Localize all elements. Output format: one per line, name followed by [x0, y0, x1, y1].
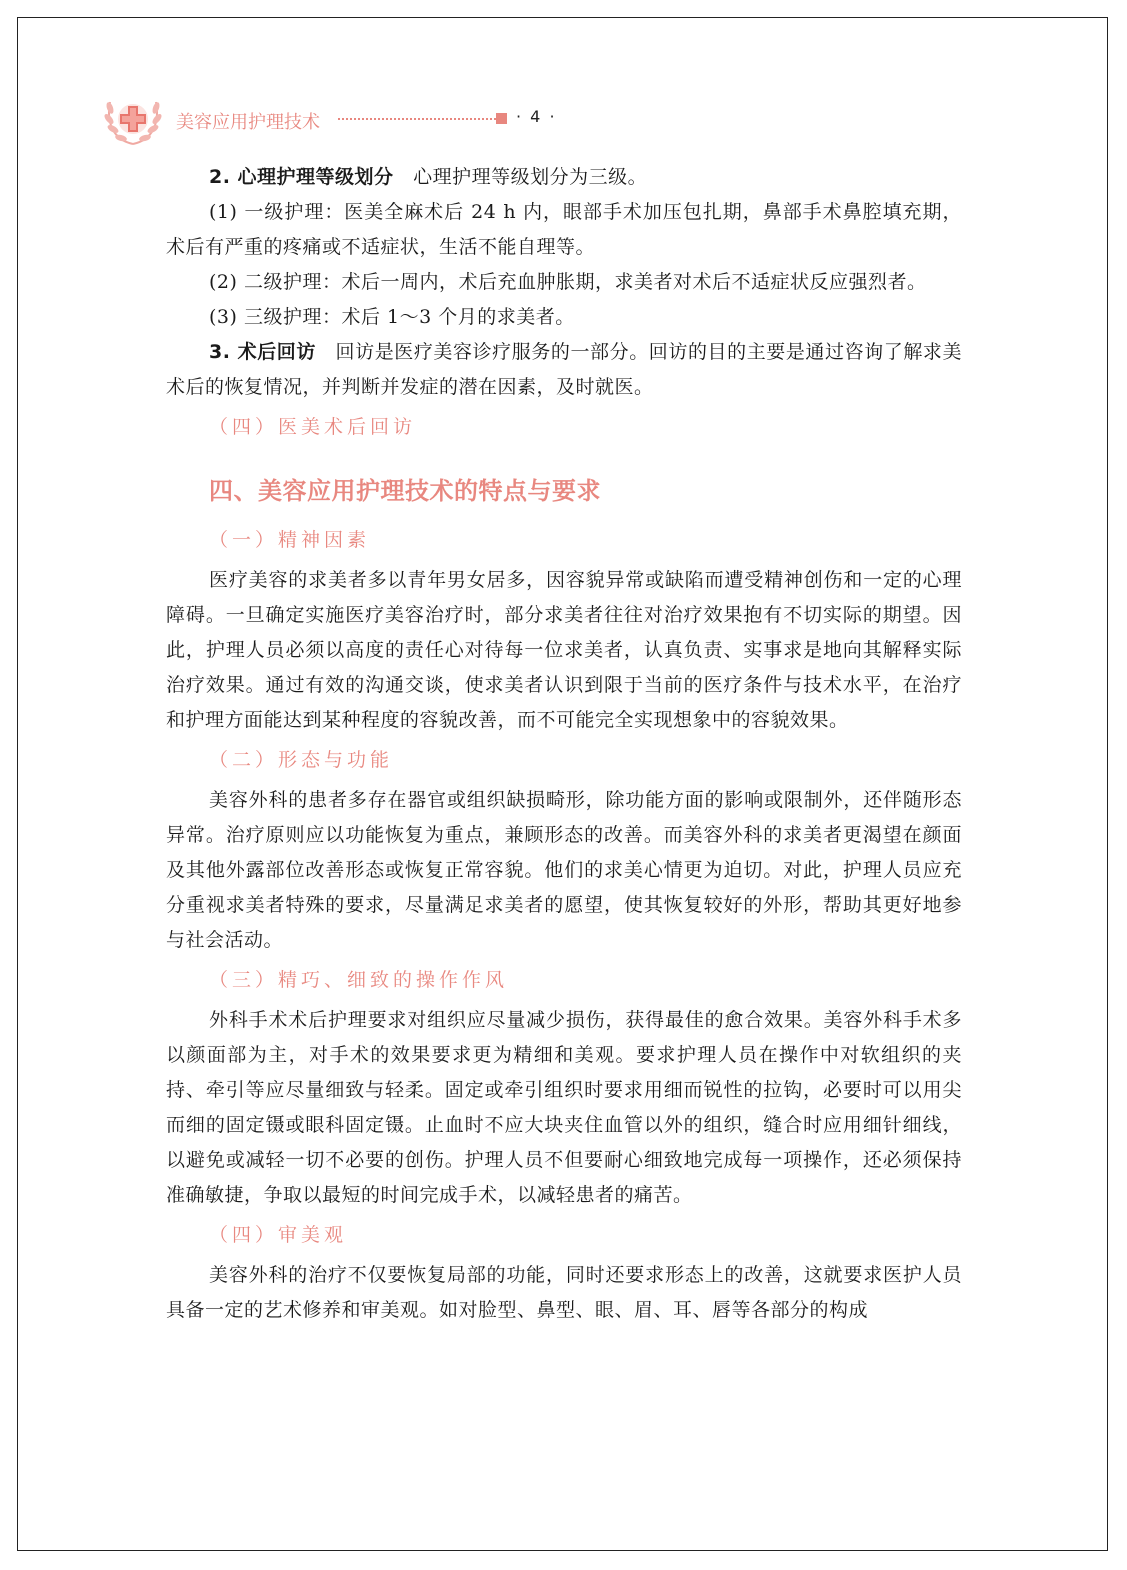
section-heading-bold: 2. 心理护理等级划分: [209, 166, 394, 188]
paragraph: (2) 二级护理：术后一周内，术后充血肿胀期，求美者对术后不适症状反应强烈者。: [209, 271, 927, 293]
subheading: （二）形态与功能: [209, 749, 394, 771]
page-body: [166, 160, 962, 1328]
medical-cross-laurel-icon: [100, 88, 166, 150]
subheading: （一）精神因素: [209, 529, 371, 551]
paragraph: 医疗美容的求美者多以青年男女居多，因容貌异常或缺陷而遭受精神创伤和一定的心理障碍。一旦确定实施医疗美容治疗时，部分求美者往往对治疗效果抱有不切实际的期望。因此，护理人员必须以高度的责任心对待每一位求美者，认真负责、实事求是地向其解释实际治疗效果。通过有效的沟通交谈，使求美者认识到限于当前的医疗条件与技术水平，在治疗和护理方面能达到某种程度的容貌改善，而不可能完全实现想象中的容貌效果。: [166, 569, 962, 731]
subheading: （四）审美观: [209, 1224, 348, 1246]
book-title: 美容应用护理技术: [176, 112, 320, 133]
paragraph: 美容外科的治疗不仅要恢复局部的功能，同时还要求形态上的改善，这就要求医护人员具备一定的艺术修养和审美观。如对脸型、鼻型、眼、眉、耳、唇等各部分的构成: [166, 1264, 962, 1321]
paragraph: [166, 335, 962, 405]
paragraph-text: 回访是医疗美容诊疗服务的一部分。回访的目的主要是通过咨询了解求美术后的恢复情况，并判断并发症的潜在因素，及时就医。: [166, 341, 962, 398]
paragraph: 外科手术术后护理要求对组织应尽量减少损伤，获得最佳的愈合效果。美容外科手术多以颜面部为主，对手术的效果要求更为精细和美观。要求护理人员在操作中对软组织的夹持、牵引等应尽量细致与轻柔。固定或牵引组织时要求用细而锐性的拉钩，必要时可以用尖而细的固定镊或眼科固定镊。止血时不应大块夹住血管以外的组织，缝合时应用细针细线，以避免或减轻一切不必要的创伤。护理人员不但要耐心细致地完成每一项操作，还必须保持准确敏捷，争取以最短的时间完成手术，以减轻患者的痛苦。: [166, 1009, 962, 1206]
paragraph: 美容外科的患者多存在器官或组织缺损畸形，除功能方面的影响或限制外，还伴随形态异常。治疗原则应以功能恢复为重点，兼顾形态的改善。而美容外科的求美者更渴望在颜面及其他外露部位改善形态或恢复正常容貌。他们的求美心情更为迫切。对此，护理人员应充分重视求美者特殊的要求，尽量满足求美者的愿望，使其恢复较好的外形，帮助其更好地参与社会活动。: [166, 789, 962, 951]
paragraph-text: 心理护理等级划分为三级。: [393, 166, 648, 188]
paragraph: (3) 三级护理：术后 1～3 个月的求美者。: [209, 306, 575, 328]
page-number: · 4 ·: [516, 107, 557, 126]
paragraph: [166, 160, 962, 195]
subheading: （三）精巧、细致的操作作风: [209, 969, 509, 991]
dotted-leader: [338, 116, 496, 120]
square-marker-icon: [496, 113, 507, 124]
section-heading-bold: 3. 术后回访: [209, 341, 316, 363]
paragraph: (1) 一级护理：医美全麻术后 24 h 内，眼部手术加压包扎期，鼻部手术鼻腔填充期，术后有严重的疼痛或不适症状，生活不能自理等。: [166, 201, 962, 258]
chapter-heading: 四、美容应用护理技术的特点与要求: [209, 476, 601, 505]
subheading: （四）医美术后回访: [209, 416, 417, 438]
running-header: [100, 88, 700, 148]
